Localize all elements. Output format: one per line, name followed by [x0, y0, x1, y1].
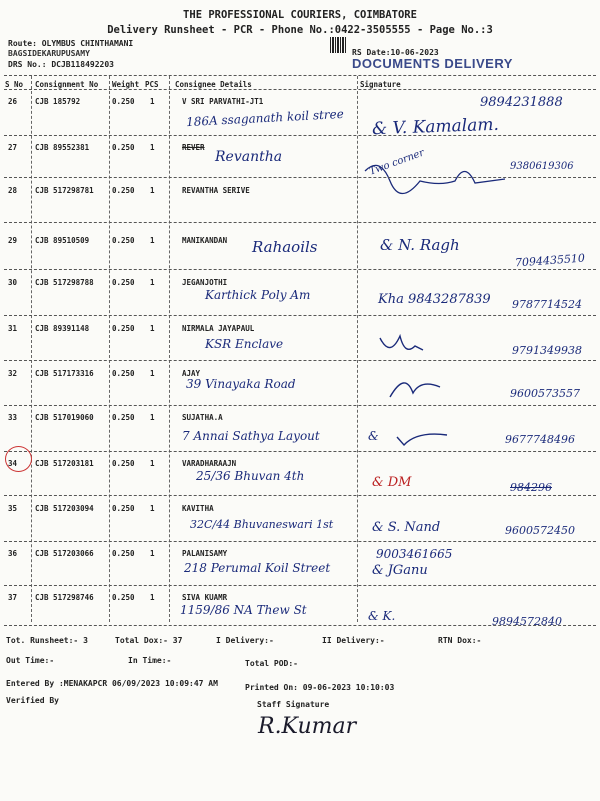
row-weight: 0.250: [112, 459, 135, 468]
row-consignment: CJB 517298788: [35, 278, 94, 287]
row-divider: [4, 269, 596, 270]
col-signature: Signature: [360, 80, 401, 89]
handwritten-phone: 984296: [510, 481, 552, 494]
row-divider: [4, 585, 596, 586]
row-consignment: CJB 89510509: [35, 236, 90, 245]
row-consignee: KAVITHA: [182, 504, 214, 513]
i-delivery: I Delivery:-: [216, 636, 274, 645]
handwritten-signature: & JGanu: [372, 563, 428, 578]
row-weight: 0.250: [112, 143, 135, 152]
signature-scribble: [375, 328, 425, 362]
row-pcs: 1: [150, 413, 155, 422]
row-divider: [4, 495, 596, 496]
row-sno: 35: [8, 504, 18, 513]
handwritten-address: 32C/44 Bhuvaneswari 1st: [190, 518, 334, 531]
row-weight: 0.250: [112, 236, 135, 245]
handwritten-address: 25/36 Bhuvan 4th: [196, 469, 305, 483]
row-sno: 30: [8, 278, 18, 287]
staff-name: BAGSIDEKARUPUSAMY: [8, 49, 90, 58]
in-time: In Time:-: [128, 656, 172, 665]
row-pcs: 1: [150, 369, 155, 378]
row-consignment: CJB 517203094: [35, 504, 94, 513]
entered-by: Entered By :MENAKAPCR 06/09/2023 10:09:47 AM: [6, 679, 218, 688]
row-weight: 0.250: [112, 97, 135, 106]
handwritten-phone: 9894231888: [480, 95, 563, 110]
row-divider: [4, 625, 596, 626]
row-consignee: JEGANJOTHI: [182, 278, 228, 287]
row-weight: 0.250: [112, 413, 135, 422]
printed-on: Printed On: 09-06-2023 10:10:03: [245, 683, 395, 692]
handwritten-address: 186A ssaganath koil stree: [185, 106, 345, 130]
handwritten-phone: 9791349938: [512, 344, 582, 357]
row-sno: 28: [8, 186, 18, 195]
row-consignee: SUJATHA.A: [182, 413, 223, 422]
row-consignment: CJB 89552381: [35, 143, 90, 152]
row-consignment: CJB 517298746: [35, 593, 94, 602]
divider: [4, 89, 596, 90]
row-sno: 26: [8, 97, 18, 106]
row-consignee: AJAY: [182, 369, 201, 378]
ii-delivery: II Delivery:-: [322, 636, 385, 645]
col-consignee: Consignee Details: [175, 80, 252, 89]
handwritten-address: 39 Vinayaka Road: [186, 377, 296, 391]
row-sno: 29: [8, 236, 18, 245]
row-consignee: SIVA KUAMR: [182, 593, 228, 602]
runsheet-subtitle: Delivery Runsheet - PCR - Phone No.:0422-3505555 - Page No.:3: [107, 24, 493, 36]
signature-scribble: [392, 425, 452, 447]
handwritten-signature: Kha 9843287839: [378, 292, 491, 307]
handwritten-signature: & DM: [372, 475, 412, 490]
staff-signature-label: Staff Signature: [257, 700, 330, 709]
row-sno: 34: [8, 459, 18, 468]
tot-runsheet: Tot. Runsheet:- 3: [6, 636, 88, 645]
handwritten-phone: 9677748496: [505, 433, 575, 446]
row-sno: 32: [8, 369, 18, 378]
row-consignee: VARADHARAAJN: [182, 459, 237, 468]
row-consignee: PALANISAMY: [182, 549, 228, 558]
col-sno: S No: [5, 80, 24, 89]
row-divider: [4, 315, 596, 316]
col-pcs: PCS: [145, 80, 159, 89]
handwritten-phone: 9600573557: [510, 387, 580, 400]
handwritten-address: Rahaoils: [252, 238, 318, 256]
row-divider: [4, 177, 596, 178]
out-time: Out Time:-: [6, 656, 55, 665]
row-pcs: 1: [150, 97, 155, 106]
handwritten-signature: & S. Nand: [372, 520, 441, 535]
row-consignment: CJB 517203181: [35, 459, 94, 468]
row-consignee: NIRMALA JAYAPAUL: [182, 324, 255, 333]
row-divider: [4, 222, 596, 223]
handwritten-signature: & V. Kamalam.: [371, 114, 500, 140]
row-weight: 0.250: [112, 504, 135, 513]
handwritten-signature: & K.: [368, 609, 396, 623]
signature-scribble: [360, 151, 510, 196]
row-sno: 36: [8, 549, 18, 558]
company-title: THE PROFESSIONAL COURIERS, COIMBATORE: [183, 9, 417, 21]
row-divider: [4, 541, 596, 542]
row-weight: 0.250: [112, 186, 135, 195]
row-weight: 0.250: [112, 593, 135, 602]
col-consignment: Consignment No: [35, 80, 99, 89]
row-consignment: CJB 185792: [35, 97, 81, 106]
row-sno: 31: [8, 324, 18, 333]
rs-date: RS Date:10-06-2023: [352, 48, 439, 57]
verified-by: Verified By: [6, 696, 59, 705]
row-pcs: 1: [150, 549, 155, 558]
rtn-dox: RTN Dox:-: [438, 636, 482, 645]
row-sno: 33: [8, 413, 18, 422]
barcode-icon: [330, 37, 346, 53]
documents-delivery-stamp: DOCUMENTS DELIVERY: [352, 56, 513, 71]
row-pcs: 1: [150, 459, 155, 468]
row-consignee: REVANTHA SERIVE: [182, 186, 250, 195]
signature-scribble: [385, 369, 445, 403]
handwritten-phone: 9380619306: [510, 161, 574, 172]
row-consignment: CJB 517298781: [35, 186, 94, 195]
row-sno: 27: [8, 143, 18, 152]
handwritten-address: 1159/86 NA Thew St: [180, 603, 307, 617]
row-sno: 37: [8, 593, 18, 602]
handwritten-phone: 9600572450: [505, 524, 575, 537]
handwritten-address: Revantha: [215, 149, 283, 165]
total-pod: Total POD:-: [245, 659, 298, 668]
row-consignment: CJB 517019060: [35, 413, 94, 422]
row-pcs: 1: [150, 593, 155, 602]
row-weight: 0.250: [112, 369, 135, 378]
row-pcs: 1: [150, 236, 155, 245]
row-pcs: 1: [150, 143, 155, 152]
total-dox: Total Dox:- 37: [115, 636, 183, 645]
row-consignee: MANIKANDAN: [182, 236, 228, 245]
handwritten-address: 7 Annai Sathya Layout: [182, 429, 320, 443]
handwritten-phone: 9787714524: [512, 298, 582, 311]
handwritten-address: 218 Perumal Koil Street: [184, 561, 331, 575]
handwritten-signature: & N. Ragh: [380, 236, 460, 254]
row-pcs: 1: [150, 324, 155, 333]
drs-number: DRS No.: DCJB118492203: [8, 60, 114, 69]
handwritten-phone: 9003461665: [376, 547, 453, 561]
row-pcs: 1: [150, 504, 155, 513]
row-weight: 0.250: [112, 324, 135, 333]
handwritten-phone: 7094435510: [514, 251, 586, 270]
handwritten-phone: 9894572840: [492, 615, 562, 628]
row-divider: [4, 405, 596, 406]
staff-signature: R.Kumar: [258, 714, 357, 739]
row-consignee: V SRI PARVATHI-JT1: [182, 97, 264, 106]
route: Route: OLYMBUS CHINTHAMANI: [8, 39, 134, 48]
handwritten-signature: &: [368, 429, 379, 443]
row-pcs: 1: [150, 186, 155, 195]
divider: [4, 75, 596, 76]
row-consignment: CJB 89391148: [35, 324, 90, 333]
row-divider: [4, 451, 596, 452]
col-weight: Weight: [112, 80, 140, 89]
row-divider: [4, 360, 596, 361]
row-weight: 0.250: [112, 549, 135, 558]
handwritten-signature: Two corner: [367, 147, 426, 178]
row-weight: 0.250: [112, 278, 135, 287]
row-consignment: CJB 517173316: [35, 369, 94, 378]
row-consignee: REVER: [182, 143, 205, 152]
row-divider: [4, 135, 596, 136]
handwritten-address: Karthick Poly Am: [205, 288, 311, 302]
row-pcs: 1: [150, 278, 155, 287]
row-consignment: CJB 517203066: [35, 549, 94, 558]
handwritten-address: KSR Enclave: [205, 337, 284, 351]
